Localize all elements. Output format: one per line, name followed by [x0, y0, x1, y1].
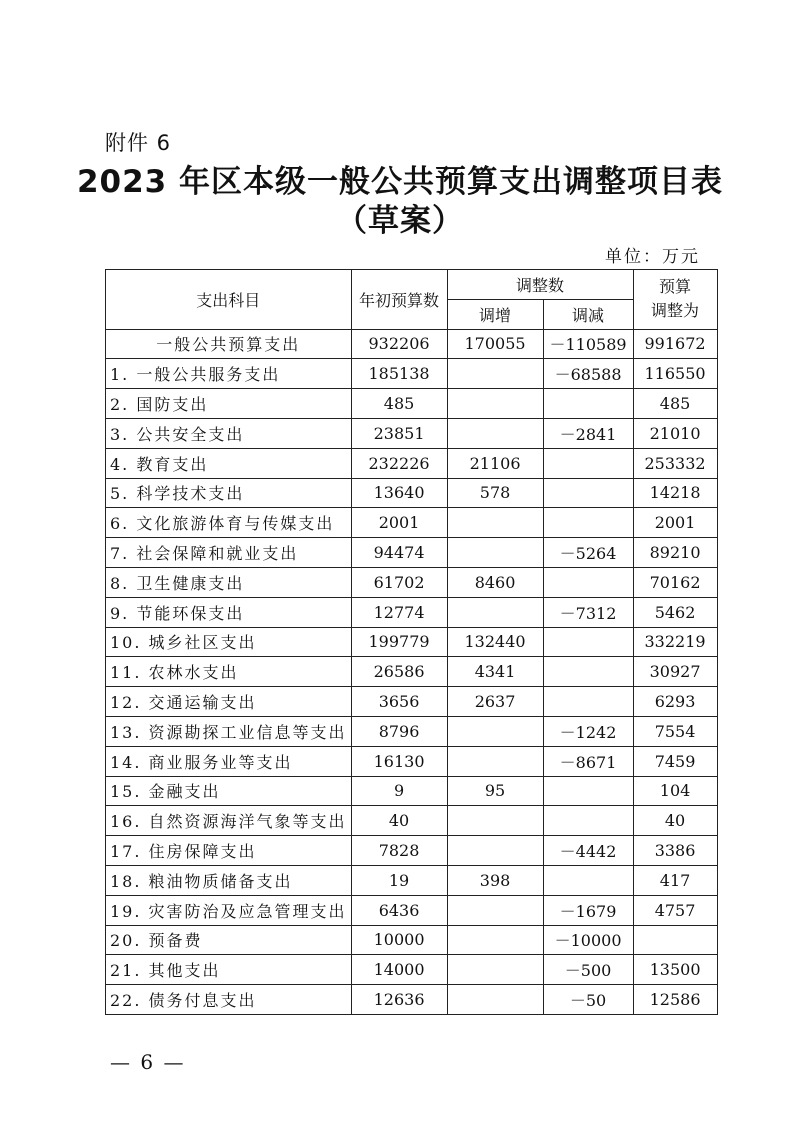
- row-decrease: －1242: [543, 716, 633, 746]
- row-adjusted: 7554: [633, 716, 717, 746]
- row-subject: 17. 住房保障支出: [106, 836, 352, 866]
- row-adjusted: 2001: [633, 508, 717, 538]
- row-increase: 4341: [447, 657, 543, 687]
- row-adjusted: 253332: [633, 448, 717, 478]
- table-row: [106, 359, 718, 389]
- row-adjusted: 13500: [633, 955, 717, 985]
- row-initial: 14000: [351, 955, 447, 985]
- row-subject: 4. 教育支出: [106, 448, 352, 478]
- table-row: [106, 597, 718, 627]
- header-increase: 调增: [447, 299, 543, 329]
- row-initial: 185138: [351, 359, 447, 389]
- row-adjusted: 89210: [633, 538, 717, 568]
- table-row: [106, 865, 718, 895]
- row-increase: [447, 538, 543, 568]
- row-increase: [447, 389, 543, 419]
- table-row: [106, 925, 718, 955]
- table-row: [106, 389, 718, 419]
- row-decrease: [543, 687, 633, 717]
- row-adjusted: 332219: [633, 627, 717, 657]
- row-subject: 2. 国防支出: [106, 389, 352, 419]
- table-row: [106, 716, 718, 746]
- row-increase: [447, 716, 543, 746]
- row-adjusted: 6293: [633, 687, 717, 717]
- row-subject: 7. 社会保障和就业支出: [106, 538, 352, 568]
- row-initial: 6436: [351, 895, 447, 925]
- header-initial: 年初预算数: [351, 270, 447, 330]
- row-adjusted: 116550: [633, 359, 717, 389]
- row-subject: 9. 节能环保支出: [106, 597, 352, 627]
- row-initial: 9: [351, 776, 447, 806]
- row-increase: [447, 895, 543, 925]
- row-increase: 578: [447, 478, 543, 508]
- table-row: [106, 746, 718, 776]
- row-initial: 12636: [351, 985, 447, 1015]
- row-decrease: [543, 478, 633, 508]
- row-increase: [447, 955, 543, 985]
- row-decrease: －2841: [543, 418, 633, 448]
- page-number: — 6 —: [110, 1050, 186, 1074]
- row-increase: 132440: [447, 627, 543, 657]
- row-initial: 8796: [351, 716, 447, 746]
- row-increase: [447, 359, 543, 389]
- row-increase: [447, 806, 543, 836]
- row-increase: [447, 597, 543, 627]
- row-subject: 13. 资源勘探工业信息等支出: [106, 716, 352, 746]
- page-title: 2023 年区本级一般公共预算支出调整项目表: [76, 164, 724, 200]
- row-subject: 8. 卫生健康支出: [106, 567, 352, 597]
- row-initial: 61702: [351, 567, 447, 597]
- row-decrease: [543, 865, 633, 895]
- row-subject: 6. 文化旅游体育与传媒支出: [106, 508, 352, 538]
- table-row: [106, 627, 718, 657]
- row-adjusted: 417: [633, 865, 717, 895]
- row-subject: 5. 科学技术支出: [106, 478, 352, 508]
- row-adjusted: 7459: [633, 746, 717, 776]
- row-initial: 26586: [351, 657, 447, 687]
- row-decrease: －110589: [543, 329, 633, 359]
- row-decrease: －4442: [543, 836, 633, 866]
- header-adjusted-label: 预算 调整为: [651, 277, 700, 321]
- row-adjusted: 3386: [633, 836, 717, 866]
- table-row: [106, 687, 718, 717]
- row-subject: 21. 其他支出: [106, 955, 352, 985]
- row-decrease: [543, 567, 633, 597]
- row-initial: 94474: [351, 538, 447, 568]
- header-adjust: 调整数: [447, 270, 633, 300]
- row-subject: 15. 金融支出: [106, 776, 352, 806]
- row-decrease: [543, 508, 633, 538]
- row-increase: [447, 746, 543, 776]
- row-adjusted: [633, 925, 717, 955]
- row-subject: 16. 自然资源海洋气象等支出: [106, 806, 352, 836]
- row-initial: 7828: [351, 836, 447, 866]
- row-subject: 1. 一般公共服务支出: [106, 359, 352, 389]
- row-increase: 398: [447, 865, 543, 895]
- row-decrease: [543, 806, 633, 836]
- row-decrease: －7312: [543, 597, 633, 627]
- row-increase: [447, 925, 543, 955]
- row-decrease: －68588: [543, 359, 633, 389]
- row-subject: 14. 商业服务业等支出: [106, 746, 352, 776]
- table-row: [106, 448, 718, 478]
- table-row: [106, 955, 718, 985]
- row-increase: [447, 985, 543, 1015]
- row-initial: 16130: [351, 746, 447, 776]
- row-initial: 10000: [351, 925, 447, 955]
- table-row: [106, 776, 718, 806]
- table-row: [106, 567, 718, 597]
- row-decrease: [543, 448, 633, 478]
- row-decrease: －5264: [543, 538, 633, 568]
- table-row: [106, 836, 718, 866]
- attachment-label: 附件 6: [105, 131, 172, 155]
- row-adjusted: 4757: [633, 895, 717, 925]
- table-row-total: [106, 329, 718, 359]
- row-initial: 932206: [351, 329, 447, 359]
- row-decrease: －1679: [543, 895, 633, 925]
- row-increase: [447, 836, 543, 866]
- table-row: [106, 418, 718, 448]
- table-row: [106, 657, 718, 687]
- table-row: [106, 895, 718, 925]
- row-decrease: [543, 389, 633, 419]
- row-decrease: －8671: [543, 746, 633, 776]
- budget-adjustment-table: [105, 269, 718, 1015]
- row-adjusted: 30927: [633, 657, 717, 687]
- row-initial: 12774: [351, 597, 447, 627]
- row-increase: [447, 418, 543, 448]
- row-initial: 40: [351, 806, 447, 836]
- row-adjusted: 21010: [633, 418, 717, 448]
- row-subject: 20. 预备费: [106, 925, 352, 955]
- row-decrease: [543, 657, 633, 687]
- row-increase: 8460: [447, 567, 543, 597]
- row-initial: 2001: [351, 508, 447, 538]
- row-increase: [447, 508, 543, 538]
- row-initial: 13640: [351, 478, 447, 508]
- row-subject: 22. 债务付息支出: [106, 985, 352, 1015]
- row-subject: 3. 公共安全支出: [106, 418, 352, 448]
- row-adjusted: 40: [633, 806, 717, 836]
- row-initial: 3656: [351, 687, 447, 717]
- unit-label: 单位：万元: [605, 247, 700, 267]
- row-increase: 2637: [447, 687, 543, 717]
- row-initial: 199779: [351, 627, 447, 657]
- row-initial: 23851: [351, 418, 447, 448]
- row-initial: 19: [351, 865, 447, 895]
- row-increase: 170055: [447, 329, 543, 359]
- row-initial: 485: [351, 389, 447, 419]
- row-adjusted: 70162: [633, 567, 717, 597]
- row-adjusted: 12586: [633, 985, 717, 1015]
- row-subject: 10. 城乡社区支出: [106, 627, 352, 657]
- row-decrease: －10000: [543, 925, 633, 955]
- row-increase: 95: [447, 776, 543, 806]
- row-adjusted: 5462: [633, 597, 717, 627]
- row-decrease: －50: [543, 985, 633, 1015]
- table-row: [106, 538, 718, 568]
- row-decrease: －500: [543, 955, 633, 985]
- row-subject: 18. 粮油物质储备支出: [106, 865, 352, 895]
- header-adjusted: [633, 270, 717, 330]
- page-subtitle: （草案）: [336, 203, 464, 239]
- row-subject: 12. 交通运输支出: [106, 687, 352, 717]
- row-decrease: [543, 627, 633, 657]
- row-decrease: [543, 776, 633, 806]
- row-subject: 19. 灾害防治及应急管理支出: [106, 895, 352, 925]
- header-decrease: 调减: [543, 299, 633, 329]
- table-header-row: [106, 270, 718, 300]
- table-row: [106, 478, 718, 508]
- row-adjusted: 104: [633, 776, 717, 806]
- table-row: [106, 985, 718, 1015]
- table-row: [106, 806, 718, 836]
- row-adjusted: 14218: [633, 478, 717, 508]
- row-adjusted: 485: [633, 389, 717, 419]
- row-subject: 11. 农林水支出: [106, 657, 352, 687]
- row-initial: 232226: [351, 448, 447, 478]
- row-increase: 21106: [447, 448, 543, 478]
- table-row: [106, 508, 718, 538]
- header-subject: 支出科目: [106, 270, 352, 330]
- row-adjusted: 991672: [633, 329, 717, 359]
- row-subject: 一般公共预算支出: [106, 329, 352, 359]
